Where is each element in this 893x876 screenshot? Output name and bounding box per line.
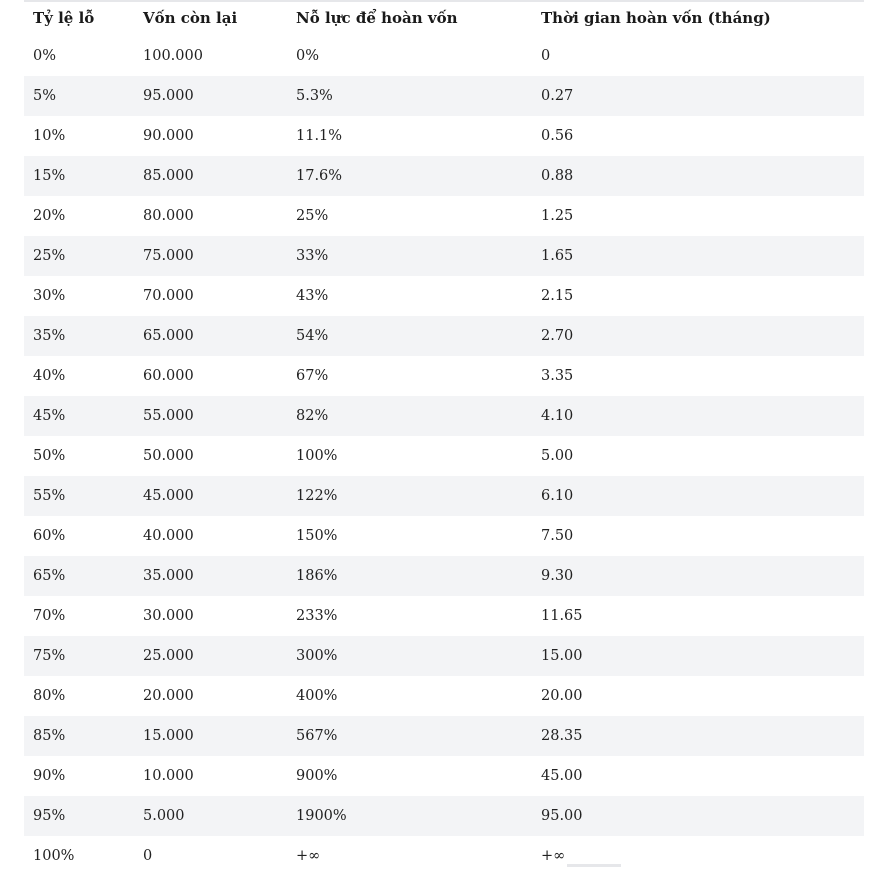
header-row	[24, 0, 864, 36]
cell-remaining-capital: 35.000	[134, 556, 287, 596]
table-row	[24, 276, 864, 316]
cell-loss-rate: 15%	[24, 156, 134, 196]
cell-recovery-effort: 5.3%	[287, 76, 532, 116]
cell-recovery-time: 3.35	[532, 356, 864, 396]
cell-remaining-capital: 75.000	[134, 236, 287, 276]
cell-recovery-effort: 233%	[287, 596, 532, 636]
cell-loss-rate: 40%	[24, 356, 134, 396]
cell-remaining-capital: 80.000	[134, 196, 287, 236]
cell-remaining-capital: 20.000	[134, 676, 287, 716]
cell-recovery-effort: +∞	[287, 836, 532, 876]
cell-loss-rate: 70%	[24, 596, 134, 636]
cell-loss-rate: 80%	[24, 676, 134, 716]
table-row	[24, 796, 864, 836]
cell-remaining-capital: 5.000	[134, 796, 287, 836]
cell-recovery-time: 0.56	[532, 116, 864, 156]
cell-loss-rate: 60%	[24, 516, 134, 556]
cell-remaining-capital: 15.000	[134, 716, 287, 756]
cell-recovery-time: 45.00	[532, 756, 864, 796]
table-row	[24, 716, 864, 756]
cell-remaining-capital: 65.000	[134, 316, 287, 356]
cell-loss-rate: 20%	[24, 196, 134, 236]
cell-recovery-time: 1.25	[532, 196, 864, 236]
header-recovery-effort: Nỗ lực để hoàn vốn	[296, 9, 458, 27]
table-row	[24, 676, 864, 716]
cell-loss-rate: 85%	[24, 716, 134, 756]
header-recovery-time: Thời gian hoàn vốn (tháng)	[541, 9, 771, 27]
table-row	[24, 836, 864, 876]
cell-recovery-effort: 33%	[287, 236, 532, 276]
cell-loss-rate: 5%	[24, 76, 134, 116]
cell-recovery-effort: 567%	[287, 716, 532, 756]
cell-recovery-effort: 300%	[287, 636, 532, 676]
cell-loss-rate: 35%	[24, 316, 134, 356]
cell-remaining-capital: 50.000	[134, 436, 287, 476]
table-row	[24, 756, 864, 796]
cell-remaining-capital: 0	[134, 836, 287, 876]
cell-remaining-capital: 60.000	[134, 356, 287, 396]
cell-recovery-time: 2.70	[532, 316, 864, 356]
cell-recovery-effort: 25%	[287, 196, 532, 236]
cell-loss-rate: 65%	[24, 556, 134, 596]
cell-recovery-effort: 100%	[287, 436, 532, 476]
cell-remaining-capital: 25.000	[134, 636, 287, 676]
cell-recovery-effort: 1900%	[287, 796, 532, 836]
cell-loss-rate: 95%	[24, 796, 134, 836]
cell-recovery-effort: 43%	[287, 276, 532, 316]
table-row	[24, 76, 864, 116]
cell-remaining-capital: 30.000	[134, 596, 287, 636]
cell-recovery-effort: 186%	[287, 556, 532, 596]
table-row	[24, 116, 864, 156]
cell-recovery-time: 7.50	[532, 516, 864, 556]
table-row	[24, 36, 864, 76]
cell-recovery-time: 28.35	[532, 716, 864, 756]
cell-remaining-capital: 40.000	[134, 516, 287, 556]
cell-recovery-time: +∞	[532, 836, 864, 876]
table-row	[24, 156, 864, 196]
cell-recovery-time: 9.30	[532, 556, 864, 596]
cell-recovery-time: 2.15	[532, 276, 864, 316]
cell-loss-rate: 75%	[24, 636, 134, 676]
cell-recovery-effort: 0%	[287, 36, 532, 76]
cell-remaining-capital: 55.000	[134, 396, 287, 436]
cell-loss-rate: 100%	[24, 836, 134, 876]
table-row	[24, 596, 864, 636]
cell-remaining-capital: 100.000	[134, 36, 287, 76]
cell-recovery-effort: 67%	[287, 356, 532, 396]
cell-recovery-time: 6.10	[532, 476, 864, 516]
header-remaining-capital: Vốn còn lại	[143, 9, 238, 27]
cell-recovery-time: 20.00	[532, 676, 864, 716]
cell-recovery-effort: 900%	[287, 756, 532, 796]
cell-loss-rate: 10%	[24, 116, 134, 156]
cell-remaining-capital: 95.000	[134, 76, 287, 116]
cell-loss-rate: 0%	[24, 36, 134, 76]
cell-recovery-effort: 150%	[287, 516, 532, 556]
table-row	[24, 396, 864, 436]
table-header	[24, 0, 864, 36]
table-row	[24, 196, 864, 236]
cell-recovery-effort: 11.1%	[287, 116, 532, 156]
table-body	[24, 36, 864, 876]
table-row	[24, 236, 864, 276]
cell-recovery-effort: 17.6%	[287, 156, 532, 196]
cell-recovery-effort: 122%	[287, 476, 532, 516]
cell-remaining-capital: 70.000	[134, 276, 287, 316]
cell-loss-rate: 55%	[24, 476, 134, 516]
loss-recovery-table	[24, 0, 864, 876]
cell-remaining-capital: 85.000	[134, 156, 287, 196]
table-row	[24, 516, 864, 556]
header-loss-rate: Tỷ lệ lỗ	[33, 9, 95, 27]
cell-recovery-time: 0	[532, 36, 864, 76]
cell-loss-rate: 25%	[24, 236, 134, 276]
cell-recovery-time: 11.65	[532, 596, 864, 636]
cell-recovery-time: 0.27	[532, 76, 864, 116]
table-row	[24, 636, 864, 676]
table-row	[24, 356, 864, 396]
cell-loss-rate: 45%	[24, 396, 134, 436]
table-row	[24, 436, 864, 476]
cell-recovery-time: 0.88	[532, 156, 864, 196]
cell-remaining-capital: 90.000	[134, 116, 287, 156]
cell-remaining-capital: 45.000	[134, 476, 287, 516]
cell-loss-rate: 30%	[24, 276, 134, 316]
cell-recovery-time: 4.10	[532, 396, 864, 436]
cell-recovery-time: 15.00	[532, 636, 864, 676]
table-row	[24, 476, 864, 516]
cell-loss-rate: 50%	[24, 436, 134, 476]
cell-recovery-effort: 82%	[287, 396, 532, 436]
cell-recovery-time: 5.00	[532, 436, 864, 476]
table-row	[24, 556, 864, 596]
table-row	[24, 316, 864, 356]
cell-loss-rate: 90%	[24, 756, 134, 796]
cell-recovery-time: 95.00	[532, 796, 864, 836]
cell-remaining-capital: 10.000	[134, 756, 287, 796]
cell-recovery-time: 1.65	[532, 236, 864, 276]
cell-recovery-effort: 54%	[287, 316, 532, 356]
cell-recovery-effort: 400%	[287, 676, 532, 716]
